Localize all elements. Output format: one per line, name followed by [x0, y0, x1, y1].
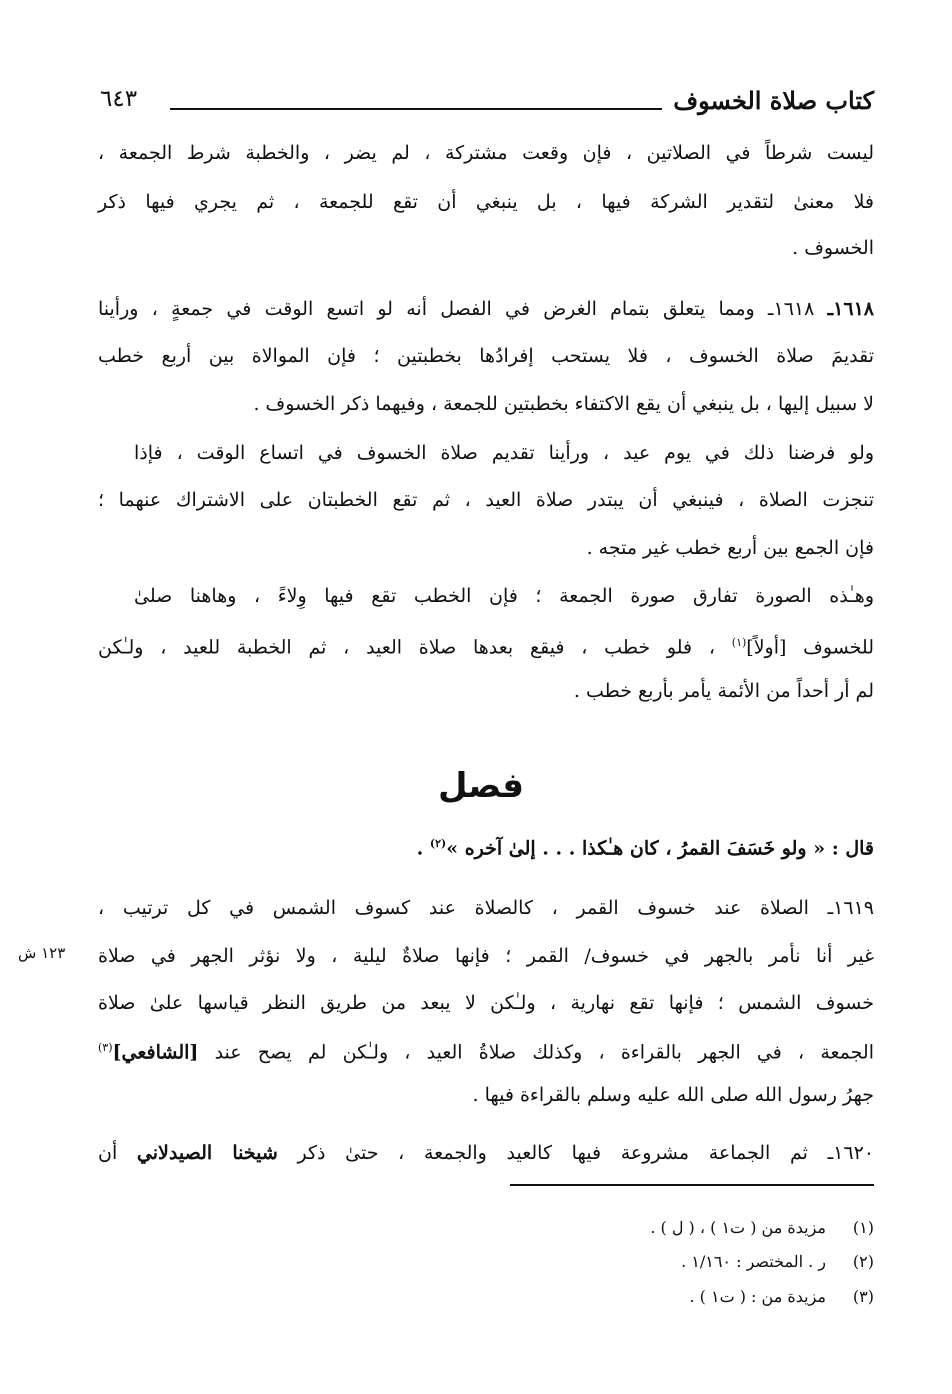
text-line [98, 627, 874, 663]
text-line: لا سبيل إليها ، بل ينبغي أن يقع الاكتفاء بخطبتين للجمعة ، وفيهما ذكر الخسوف . [253, 393, 874, 415]
footnote [374, 1216, 874, 1240]
bold-name: [الشافعي] [112, 1041, 199, 1064]
running-header [100, 86, 874, 122]
text-span: أن [98, 1142, 118, 1164]
text-line: لم أر أحداً من الأئمة يأمر بأربع خطب . [573, 680, 874, 702]
text-line [98, 892, 874, 924]
text-line: تنجزت الصلاة ، فينبغي أن يبتدر صلاة العيد ، ثم تقع الخطبتان على الاشتراك عنهما ؛ [98, 489, 874, 511]
footnote-ref: (٣) [98, 1041, 113, 1054]
text-line: فإن الجمع بين أربع خطب غير متجه . [586, 537, 874, 559]
text-line: غير أنا نأمر بالجهر في خسوف/ القمر ؛ فإنها صلاةٌ ليلية ، ولا نؤثر الجهر في صلاة [98, 945, 874, 967]
text-line: فلا معنىٰ لتقدير الشركة فيها ، بل ينبغي أن تقع للجمعة ، ثم يجري فيها ذكر [98, 191, 874, 213]
footnote-number: (٢) [852, 1252, 874, 1271]
footnote [374, 1250, 874, 1274]
footnote-number: (٣) [852, 1287, 874, 1306]
text-line: جهرُ رسول الله صلى الله عليه وسلم بالقراءة فيها . [472, 1084, 874, 1106]
footnote-number: (١) [852, 1218, 874, 1237]
text-span: للخسوف [أولاً] [746, 636, 874, 659]
footnote-text: ر . المختصر : ١/١٦٠ . [681, 1252, 826, 1271]
paragraph-number: ١٦١٨ـ [827, 298, 874, 320]
header-rule [170, 108, 662, 110]
text-line: تقديمَ صلاة الخسوف ، فلا يستحب إفرادُها بخطبتين ؛ فإن الموالاة بين أربع خطب [98, 345, 874, 367]
text-line [98, 293, 874, 325]
text-span: ١٦٢٠ـ ثم الجماعة مشروعة فيها كالعيد والجمعة ، حتىٰ ذكر [297, 1142, 874, 1164]
text-span: قال : « ولو خَسَفَ القمرُ ، كان هـٰكذا . . . إلىٰ آخره » [446, 837, 874, 860]
section-heading: فصل [437, 766, 525, 806]
margin-note: ١٢٣ ش [18, 944, 66, 962]
text-line [98, 1032, 874, 1068]
footnote-text: مزيدة من : ( ت١ ) . [689, 1287, 826, 1306]
quote-line: قال : « ولو خَسَفَ القمرُ ، كان هـٰكذا . . . إلىٰ آخره »$^{(٢)}$ . [416, 837, 874, 860]
footnote-rule [510, 1184, 874, 1186]
text-span: الجمعة ، في الجهر بالقراءة ، وكذلك صلاةُ العيد ، ولـٰكن لم يصح عند [214, 1041, 874, 1064]
section-ornament [426, 762, 536, 818]
text-line: ليست شرطاً في الصلاتين ، فإن وقعت مشتركة ، لم يضر ، والخطبة شرط الجمعة ، [98, 142, 874, 164]
text-span: ، فلو خطب ، فيقع بعدها صلاة العيد ، ثم الخطبة للعيد ، ولـٰكن [98, 636, 716, 659]
text-line [98, 1137, 874, 1169]
page-number: ٦٤٣ [100, 86, 138, 112]
footnote [374, 1285, 874, 1309]
footnote-ref: (١) [731, 636, 747, 649]
footnote-text: مزيدة من ( ت١ ) ، ( ل ) . [650, 1218, 826, 1237]
text-span: ١٦١٨ـ ومما يتعلق بتمام الغرض في الفصل أنه لو اتسع الوقت في جمعةٍ ، ورأينا [98, 298, 815, 320]
bold-name: شيخنا الصيدلاني [136, 1142, 278, 1164]
text-line: ولو فرضنا ذلك في يوم عيد ، ورأينا تقديم صلاة الخسوف في اتساع الوقت ، فإذا [134, 442, 874, 464]
chapter-title: كتاب صلاة الخسوف [673, 86, 874, 115]
text-line: وهـٰذه الصورة تفارق صورة الجمعة ؛ فإن الخطب تقع فيها وِلاءً ، وهاهنا صلىٰ [134, 585, 874, 607]
text-line: خسوف الشمس ؛ فإنها تقع نهارية ، ولـٰكن لا يبعد من طريق النظر قياسها علىٰ صلاة [98, 992, 874, 1014]
text-span: ١٦١٩ـ الصلاة عند خسوف القمر ، كالصلاة عند كسوف الشمس في كل ترتيب ، [98, 897, 874, 919]
text-line: الخسوف . [792, 237, 874, 259]
footnote-ref: (٢) [429, 837, 447, 850]
